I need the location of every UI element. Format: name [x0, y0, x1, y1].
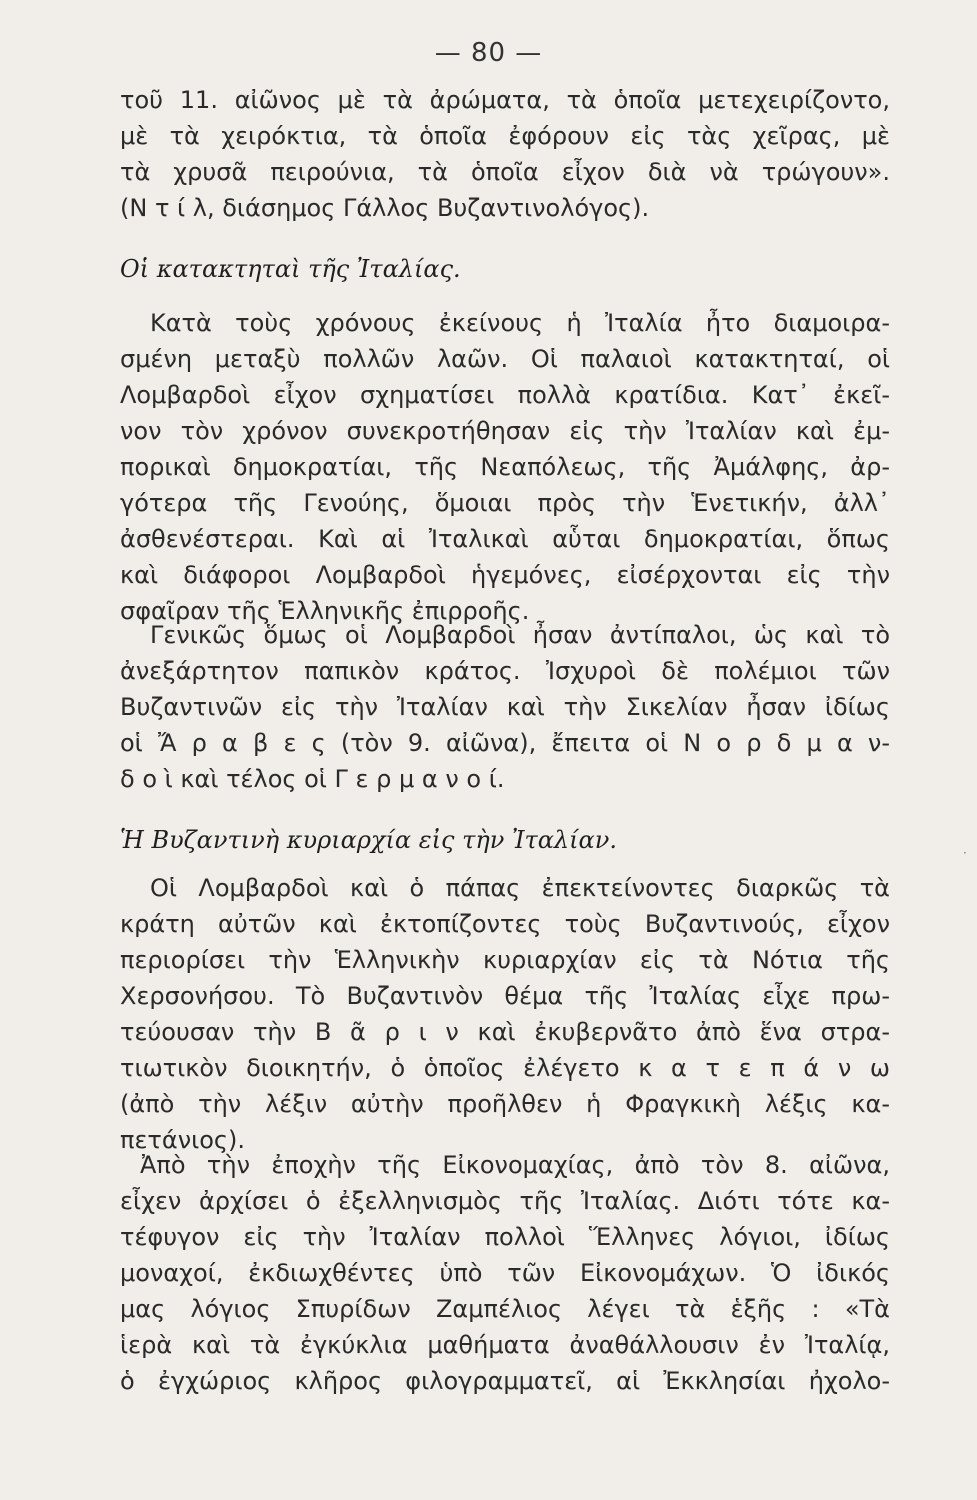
text-line: τὰ χρυσᾶ πειρούνια, τὰ ὁποῖα εἶχον διὰ νὰ τρώγουν». — [120, 158, 890, 186]
text-line: μοναχοί, ἐκδιωχθέντες ὑπὸ τῶν Εἰκονομάχων. Ὁ ἰδικός — [120, 1259, 890, 1287]
text-line: εἶχεν ἀρχίσει ὁ ἐξελληνισμὸς τῆς Ἰταλίας. Διότι τότε κα- — [120, 1187, 890, 1215]
text-line: περιορίσει τὴν Ἑλληνικὴν κυριαρχίαν εἰς τὰ Νότια τῆς — [120, 946, 890, 974]
text-line: σμένη μεταξὺ πολλῶν λαῶν. Οἱ παλαιοὶ κατακτηταί, οἱ — [120, 345, 890, 373]
text-line: Ἀπὸ τὴν ἐποχὴν τῆς Εἰκονομαχίας, ἀπὸ τὸν 8. αἰῶνα, — [140, 1151, 890, 1179]
section-heading: Οἱ κατακτηταὶ τῆς Ἰταλίας. — [120, 255, 461, 283]
text-line: καὶ διάφοροι Λομβαρδοὶ ἡγεμόνες, εἰσέρχονται εἰς τὴν — [120, 561, 890, 589]
text-line: σφαῖραν τῆς Ἑλληνικῆς ἐπιρροῆς. — [120, 597, 530, 625]
margin-speck: · — [963, 846, 967, 860]
text-line: ἱερὰ καὶ τὰ ἐγκύκλια μαθήματα ἀναθάλλουσιν ἐν Ἰταλίᾳ, — [120, 1331, 890, 1359]
text-line: μας λόγιος Σπυρίδων Ζαμπέλιος λέγει τὰ ἑξῆς : «Τὰ — [120, 1295, 890, 1323]
text-line: τοῦ 11. αἰῶνος μὲ τὰ ἀρώματα, τὰ ὁποῖα μετεχειρίζοντο, — [120, 86, 890, 114]
text-line: (Ν τ ί λ, διάσημος Γάλλος Βυζαντινολόγος). — [120, 194, 650, 222]
text-line: ἀσθενέστεραι. Καὶ αἱ Ἰταλικαὶ αὗται δημοκρατίαι, ὅπως — [120, 525, 890, 553]
text-line: μὲ τὰ χειρόκτια, τὰ ὁποῖα ἐφόρουν εἰς τὰς χεῖρας, μὲ — [120, 122, 890, 150]
section-heading: Ἡ Βυζαντινὴ κυριαρχία εἰς τὴν Ἰταλίαν. — [120, 826, 617, 854]
text-line: νον τὸν χρόνον συνεκροτήθησαν εἰς τὴν Ἰταλίαν καὶ ἐμ- — [120, 417, 890, 445]
text-line: ἀνεξάρτητον παπικὸν κράτος. Ἰσχυροὶ δὲ πολέμιοι τῶν — [120, 657, 890, 685]
text-line: δ ο ὶ καὶ τέλος οἱ Γ ε ρ μ α ν ο ί. — [120, 765, 505, 793]
text-line: Λομβαρδοὶ εἶχον σχηματίσει πολλὰ κρατίδια. Κατ᾿ ἐκεῖ- — [120, 381, 890, 409]
text-line: πορικαὶ δημοκρατίαι, τῆς Νεαπόλεως, τῆς Ἀμάλφης, ἀρ- — [120, 453, 890, 481]
text-line: τεύουσαν τὴν Β ᾶ ρ ι ν καὶ ἐκυβερνᾶτο ἀπὸ ἕνα στρα- — [120, 1018, 890, 1046]
text-line: Βυζαντινῶν εἰς τὴν Ἰταλίαν καὶ τὴν Σικελίαν ἦσαν ἰδίως — [120, 693, 890, 721]
text-line: Οἱ Λομβαρδοὶ καὶ ὁ πάπας ἐπεκτείνοντες διαρκῶς τὰ — [150, 874, 890, 902]
text-line: Γενικῶς ὅμως οἱ Λομβαρδοὶ ἦσαν ἀντίπαλοι, ὡς καὶ τὸ — [150, 621, 890, 649]
text-line: ὁ ἐγχώριος κλῆρος φιλογραμματεῖ, αἱ Ἐκκλησίαι ἠχολο- — [120, 1367, 890, 1395]
text-line: πετάνιος). — [120, 1126, 245, 1154]
text-line: τέφυγον εἰς τὴν Ἰταλίαν πολλοὶ Ἕλληνες λόγιοι, ἰδίως — [120, 1223, 890, 1251]
text-line: (ἀπὸ τὴν λέξιν αὐτὴν προῆλθεν ἡ Φραγκικὴ λέξις κα- — [120, 1090, 890, 1118]
page-number: — 80 — — [434, 38, 543, 68]
text-line: κράτη αὐτῶν καὶ ἐκτοπίζοντες τοὺς Βυζαντινούς, εἶχον — [120, 910, 890, 938]
text-line: γότερα τῆς Γενούης, ὅμοιαι πρὸς τὴν Ἑνετικήν, ἀλλ᾿ — [120, 489, 890, 517]
text-line: Χερσονήσου. Τὸ Βυζαντινὸν θέμα τῆς Ἰταλίας εἶχε πρω- — [120, 982, 890, 1010]
text-line: Κατὰ τοὺς χρόνους ἐκείνους ἡ Ἰταλία ἦτο διαμοιρα- — [150, 309, 890, 337]
text-line: τιωτικὸν διοικητήν, ὁ ὁποῖος ἐλέγετο κ α τ ε π ά ν ω — [120, 1054, 890, 1082]
text-line: οἱ Ἄ ρ α β ε ς (τὸν 9. αἰῶνα), ἔπειτα οἱ Ν ο ρ δ μ α ν- — [120, 729, 890, 757]
